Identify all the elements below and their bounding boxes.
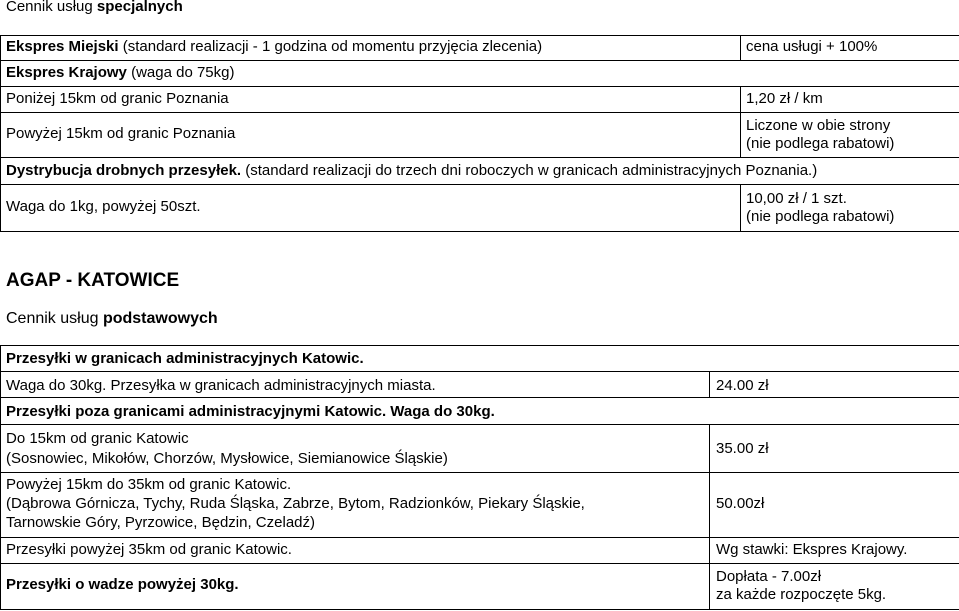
section-heading: Cennik usług podstawowych [6,310,218,327]
table-divider [0,472,959,473]
column-divider [740,35,741,61]
price-cell: 1,20 zł / km [746,90,823,107]
table-row-detail: Tarnowskie Góry, Pyrzowice, Będzin, Czeladź) [6,514,315,531]
table-row: Ekspres Miejski (standard realizacji - 1 godzina od momentu przyjęcia zlecenia) [6,38,543,55]
column-divider [740,184,741,232]
table-row: Poniżej 15km od granic Poznania [6,90,229,107]
table-row: Do 15km od granic Katowic [6,430,189,447]
page-title: AGAP - KATOWICE [6,270,180,291]
table-row-detail: (Sosnowiec, Mikołów, Chorzów, Mysłowice, Siemianowice Śląskie) [6,450,448,467]
table-divider [0,537,959,538]
price-cell: 50.00zł [716,495,765,512]
table-row: Dystrybucja drobnych przesyłek. (standard realizacji do trzech dni roboczych w granicach administracyjnych Poznania.) [6,162,818,179]
table-border-top [0,345,959,346]
table-divider [0,60,959,61]
table-divider [0,112,959,113]
table-border-left [0,345,1,610]
table-row: Waga do 30kg. Przesyłka w granicach administracyjnych miasta. [6,377,436,394]
table-row: Powyżej 15km do 35km od granic Katowic. [6,476,292,493]
table-border-bottom [0,609,959,610]
price-cell: Liczone w obie strony [746,117,891,134]
table-row: Przesyłki w granicach administracyjnych Katowic. [6,350,364,367]
table-row: Powyżej 15km od granic Poznania [6,125,236,142]
table-row: Przesyłki o wadze powyżej 30kg. [6,576,239,593]
table-divider [0,563,959,564]
table-row: Ekspres Krajowy (waga do 75kg) [6,64,235,81]
price-cell: Wg stawki: Ekspres Krajowy. [716,541,908,558]
table-divider [0,184,959,185]
price-cell: 10,00 zł / 1 szt. [746,190,847,207]
table-row: Przesyłki powyżej 35km od granic Katowic. [6,541,292,558]
table-row: Waga do 1kg, powyżej 50szt. [6,198,201,215]
column-divider [709,371,710,398]
price-cell: 35.00 zł [716,440,769,457]
table-border-left [0,35,1,232]
table-divider [0,157,959,158]
price-cell: cena usługi + 100% [746,38,878,55]
table-divider [0,371,959,372]
section-heading: Cennik usług specjalnych [6,0,183,15]
table-divider [0,86,959,87]
table-divider [0,424,959,425]
table-row: Przesyłki poza granicami administracyjnymi Katowic. Waga do 30kg. [6,403,495,420]
price-note: (nie podlega rabatowi) [746,208,895,225]
table-border-bottom [0,231,959,232]
price-note: (nie podlega rabatowi) [746,135,895,152]
price-note: za każde rozpoczęte 5kg. [716,586,887,603]
price-cell: Dopłata - 7.00zł [716,568,822,585]
table-row-detail: (Dąbrowa Górnicza, Tychy, Ruda Śląska, Zabrze, Bytom, Radzionków, Piekary Śląskie, [6,495,585,512]
price-cell: 24.00 zł [716,377,769,394]
table-divider [0,397,959,398]
table-border-top [0,35,959,36]
column-divider [709,424,710,610]
column-divider [740,86,741,158]
